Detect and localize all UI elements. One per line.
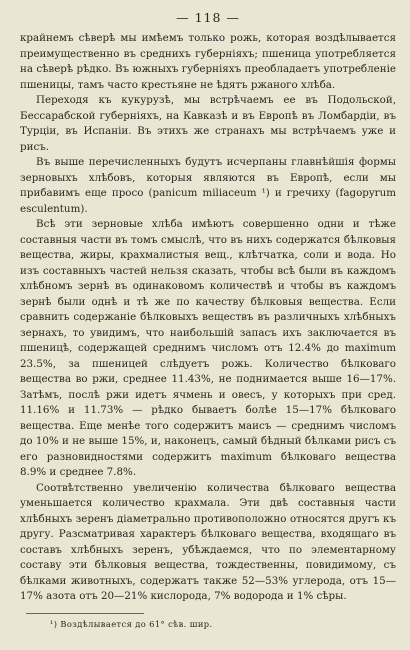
page-body <box>20 31 396 605</box>
paragraph-5: Соотвѣтственно увеличенію количества бѣлковаго вещества уменьшается количество крахмала. Эти двѣ составныя части хлѣбныхъ зеренъ діаметрально противоположно относятся другъ къ другу. Разсматривая характеръ бѣлковаго вещества, входящаго въ составъ хлѣбныхъ зеренъ, убѣждаемся, что по элементарному составу эти бѣлковыя вещества, тождественны, повидимому, съ бѣлками животныхъ, содержатъ также 52—53% углерода, отъ 15—17% азота отъ 20—21% кислорода, 7% водорода и 1% сѣры. <box>20 481 396 602</box>
page-number-header: — 118 — <box>176 10 240 25</box>
paragraph-1: крайнемъ сѣверѣ мы имѣемъ только рожь, которая воздѣлывается преимущественно въ среднихъ губерніяхъ; пшеница употребляется на сѣверѣ рѣдко. Въ южныхъ губерніяхъ преобладаетъ употребленіе пшеницы, тамъ часто крестьяне не ѣдятъ ржаного хлѣба. <box>20 32 396 91</box>
paragraph-3: Въ выше перечисленныхъ будутъ исчерпаны главнѣйшія формы зерновыхъ хлѣбовъ, которыя являются въ Европѣ, если мы прибавимъ еще просо (panicum miliaceum ¹) и гречиху (fagopyrum esculentum). <box>20 156 396 215</box>
footnote: ¹) Воздѣлывается до 61° сѣв. шир. <box>50 618 213 629</box>
footnote-divider <box>26 613 144 614</box>
paragraph-4: Всѣ эти зерновые хлѣба имѣютъ совершенно одни и тѣже составныя части въ томъ смыслѣ, что въ нихъ содержатся бѣлковыя вещества, жиры, крахмалистыя вещ., клѣтчатка, соли и вода. Но изъ составныхъ частей нельзя сказать, чтобы всѣ были въ каждомъ хлѣбномъ зернѣ въ одинаковомъ количествѣ и чтобы въ каждомъ зернѣ были однѣ и тѣ же по качеству бѣлковыя вещества. Если сравнить содержаніе бѣлковыхъ веществъ въ различныхъ хлѣбныхъ зернахъ, то увидимъ, что наибольшій запасъ ихъ заключается въ пшеницѣ, содержащей среднимъ числомъ отъ 12.4% до maximum 23.5%, за пшеницей слѣдуетъ рожь. Количество бѣлковаго вещества во ржи, среднее 11.43%, не поднимается выше 16—17%. Затѣмъ, послѣ ржи идетъ ячмень и овесъ, у которыхъ при сред. 11.16% и 11.73% — рѣдко бываетъ болѣе 15—17% бѣлковаго вещества. Еще менѣе того содержитъ маисъ — среднимъ числомъ до 10% и не выше 15%, и, наконецъ, самый бѣдный бѣлками рисъ съ его разновидностями содержитъ maximum бѣлковаго вещества 8.9% и среднее 7.8%. <box>20 218 396 478</box>
paragraph-2: Переходя къ кукурузѣ, мы встрѣчаемъ ее въ Подольской, Бессарабской губерніяхъ, на Кавказѣ и въ Европѣ въ Ломбардіи, въ Турціи, въ Испаніи. Въ этихъ же странахъ мы встрѣчаемъ уже и рисъ. <box>20 94 396 153</box>
